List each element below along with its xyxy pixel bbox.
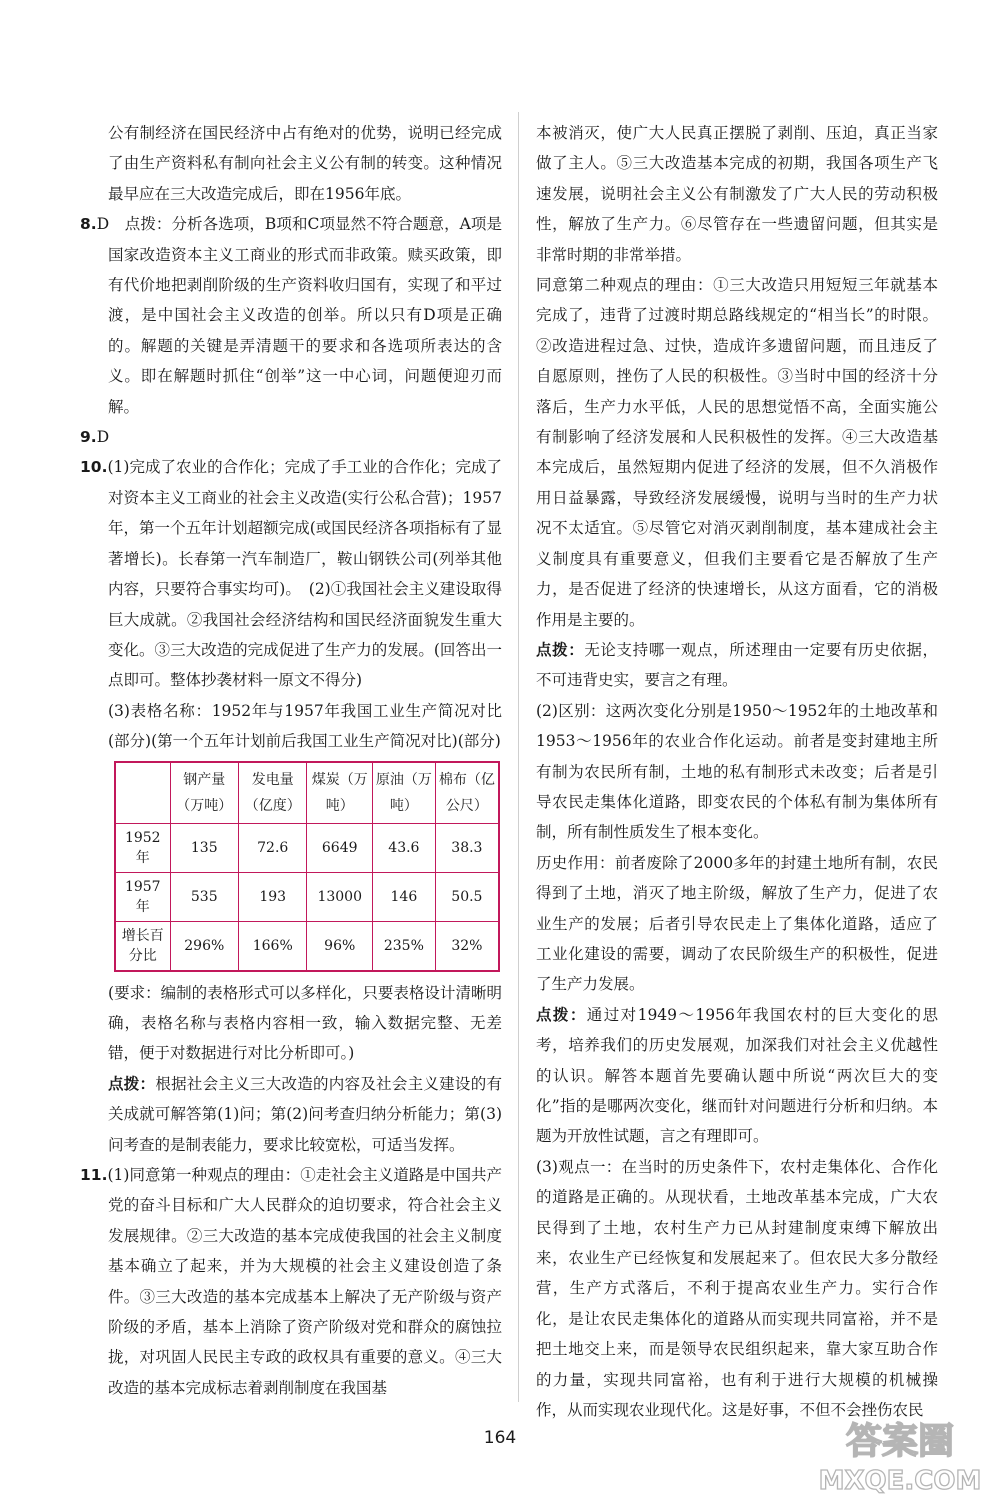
tip-text: 通过对1949～1956年我国农村的巨大变化的思考，培养我们的历史发展观，加深我们对社会主义优越性的认识。解答本题首先要确认题中所说“两次巨大的变化”指的是哪两次变化，继而针对问题进行分析和归纳。本题为开放性试题，言之有理即可。 bbox=[536, 1005, 938, 1146]
tip-label: 点拨： bbox=[108, 1073, 156, 1093]
watermark-line1: 答案圈 bbox=[845, 1421, 955, 1462]
q8-answer bbox=[80, 209, 502, 422]
table-cell: 146 bbox=[372, 872, 435, 921]
q11-part2-tip bbox=[536, 1000, 938, 1152]
table-cell: 1952年 bbox=[115, 823, 170, 872]
table-header-cell: 原油（万吨） bbox=[372, 762, 435, 824]
table-cell: 32% bbox=[435, 921, 499, 971]
production-table bbox=[114, 761, 500, 972]
q8-number: 8. bbox=[80, 215, 97, 234]
q10-answer bbox=[80, 452, 502, 695]
q11-answer bbox=[80, 1160, 502, 1403]
q11-part2: (2)区别：这两次变化分别是1950～1952年的土地改革和1953～1956年的农业合作化运动。前者是变封建地主所有制为农民所有制，土地的私有制形式未改变；后者是引导农民走集体化道路，即变农民的个体私有制为集体所有制，所有制性质发生了根本变化。 bbox=[536, 701, 938, 842]
watermark-line2: MXQE.COM bbox=[818, 1466, 982, 1496]
table-row bbox=[115, 872, 499, 921]
table-header-row bbox=[115, 762, 499, 824]
table-cell: 96% bbox=[307, 921, 373, 971]
table-row bbox=[115, 921, 499, 971]
table-cell: 72.6 bbox=[239, 823, 307, 872]
table-cell: 13000 bbox=[307, 872, 373, 921]
table-cell: 38.3 bbox=[435, 823, 499, 872]
q11-tip bbox=[536, 635, 938, 696]
table-cell: 166% bbox=[239, 921, 307, 971]
table-cell: 增长百分比 bbox=[115, 921, 170, 971]
table-row bbox=[115, 823, 499, 872]
q9-answer bbox=[80, 422, 502, 452]
table-header-cell: 发电量（亿度） bbox=[239, 762, 307, 824]
q7-continuation: 公有制经济在国民经济中占有绝对的优势，说明已经完成了由生产资料私有制向社会主义公有制的转变。这种情况最早应在三大改造完成后，即在1956年底。 bbox=[108, 124, 502, 203]
column-divider bbox=[518, 112, 519, 1402]
table-header-cell: 钢产量（万吨） bbox=[170, 762, 238, 824]
table-header-cell bbox=[115, 762, 170, 824]
tip-text: 根据社会主义三大改造的内容及社会主义建设的有关成就可解答第(1)问；第(2)问考查归纳分析能力；第(3)问考查的是制表能力，要求比较宽松，可适当发挥。 bbox=[108, 1074, 502, 1154]
q11-text: (1)同意第一种观点的理由：①走社会主义道路是中国共产党的奋斗目标和广大人民群众的迫切要求，符合社会主义发展规律。②三大改造的基本完成使我国的社会主义制度基本确立了起来，并为大规模的社会主义建设创造了条件。③三大改造的基本完成基本上解决了无产阶级与资产阶级的矛盾，基本上消除了资产阶级对党和群众的腐蚀拉拢，对巩固人民民主专政的政权具有重要的意义。④三大改造的基本完成标志着剥削制度在我国基 bbox=[107, 1165, 502, 1397]
table-cell: 235% bbox=[372, 921, 435, 971]
tip-label: 点拨： bbox=[536, 639, 585, 659]
q8-text: D 点拨：分析各选项，B项和C项显然不符合题意，A项是国家改造资本主义工商业的形式而非政策。赎买政策，即有代价地把剥削阶级的生产资料收归国有，实现了和平过渡，是中国社会主义改造的创举。所以只有D项是正确的。解题的关键是弄清题干的要求和各选项所表达的含义。即在解题时抓住“创举”这一中心词，问题便迎刃而解。 bbox=[96, 215, 502, 416]
table-cell: 135 bbox=[170, 823, 238, 872]
q10-text: (1)完成了农业的合作化；完成了手工业的合作化；完成了对资本主义工商业的社会主义改造(实行公私合营)；1957年，第一个五年计划超额完成(或国民经济各项指标有了显著增长)。长春第一汽车制造厂，鞍山钢铁公司(列举其他内容，只要符合事实均可)。 (2)①我国社会主义建设取得巨大成就。②我国社会经济结构和国民经济面貌发生重大变化。③三大改造的完成促进了生产力的发展。(回答出一点即可。整体抄袭材料一原文不得分) bbox=[107, 458, 502, 690]
table-cell: 6649 bbox=[307, 823, 373, 872]
tip-text: 无论支持哪一观点，所述理由一定要有历史依据，不可违背史实，要言之有理。 bbox=[536, 640, 938, 690]
page-number: 164 bbox=[483, 1428, 517, 1448]
table-cell: 296% bbox=[170, 921, 238, 971]
historical-role: 历史作用：前者废除了2000多年的封建土地所有制，农民得到了土地，消灭了地主阶级，解放了生产力，促进了农业生产的发展；后者引导农民走上了集体化道路，适应了工业化建设的需要，调动了农民阶级生产的积极性，促进了生产力发展。 bbox=[536, 853, 938, 994]
q10-tip bbox=[80, 1069, 502, 1160]
right-column bbox=[536, 118, 938, 1425]
table-header-cell: 煤炭（万吨） bbox=[307, 762, 373, 824]
watermark-logo bbox=[810, 1409, 990, 1499]
q11-part3: (3)观点一：在当时的历史条件下，农村走集体化、合作化的道路是正确的。从现状看，土地改革基本完成，广大农民得到了土地，农村生产力已从封建制度束缚下解放出来，农业生产已经恢复和发展起来了。但农民大多分散经营，生产方式落后，不利于提高农业生产力。实行合作化，是让农民走集体化的道路从而实现共同富裕，并不是把土地交上来，而是领导农民组织起来，靠大家互助合作的力量，实现共同富裕，也有利于进行大规模的机械操作，从而实现农业现代化。这是好事，不但不会挫伤农民 bbox=[536, 1157, 938, 1420]
q11-continuation: 本被消灭，使广大人民真正摆脱了剥削、压迫，真正当家做了主人。⑤三大改造基本完成的初期，我国各项生产飞速发展，说明社会主义公有制激发了广大人民的劳动积极性，解放了生产力。⑥尽管存在一些遗留问题，但其实是非常时期的非常举措。 bbox=[536, 124, 938, 264]
left-column bbox=[80, 118, 502, 1403]
q9-number: 9. bbox=[80, 428, 97, 447]
table-header-cell: 棉布（亿公尺） bbox=[435, 762, 499, 824]
q10-table-title: (3)表格名称：1952年与1957年我国工业生产简况对比(部分)(第一个五年计划前后我国工业生产简况对比)(部分) bbox=[108, 701, 502, 751]
table-cell: 43.6 bbox=[372, 823, 435, 872]
tip-label: 点拨： bbox=[536, 1004, 587, 1024]
q11-number: 11. bbox=[80, 1165, 108, 1184]
q10-requirement: (要求：编制的表格形式可以多样化，只要表格设计清晰明确，表格名称与表格内容相一致，输入数据完整、无差错，便于对数据进行对比分析即可。) bbox=[108, 983, 502, 1063]
table-cell: 1957年 bbox=[115, 872, 170, 921]
table-cell: 50.5 bbox=[435, 872, 499, 921]
view-two-reasons: 同意第二种观点的理由：①三大改造只用短短三年就基本完成了，违背了过渡时期总路线规定的“相当长”的时限。②改造进程过急、过快，造成许多遗留问题，而且违反了自愿原则，挫伤了人民的积极性。③当时中国的经济十分落后，生产力水平低，人民的思想觉悟不高，全面实施公有制影响了经济发展和人民积极性的发挥。④三大改造基本完成后，虽然短期内促进了经济的发展，但不久消极作用日益暴露，导致经济发展缓慢，说明与当时的生产力状况不太适宜。⑤尽管它对消灭剥削制度，基本建成社会主义制度具有重要意义，但我们主要看它是否解放了生产力，是否促进了经济的快速增长，从这方面看，它的消极作用是主要的。 bbox=[536, 276, 938, 629]
table-cell: 535 bbox=[170, 872, 238, 921]
table-cell: 193 bbox=[239, 872, 307, 921]
q10-number: 10. bbox=[80, 458, 108, 477]
q9-text: D bbox=[96, 428, 110, 447]
